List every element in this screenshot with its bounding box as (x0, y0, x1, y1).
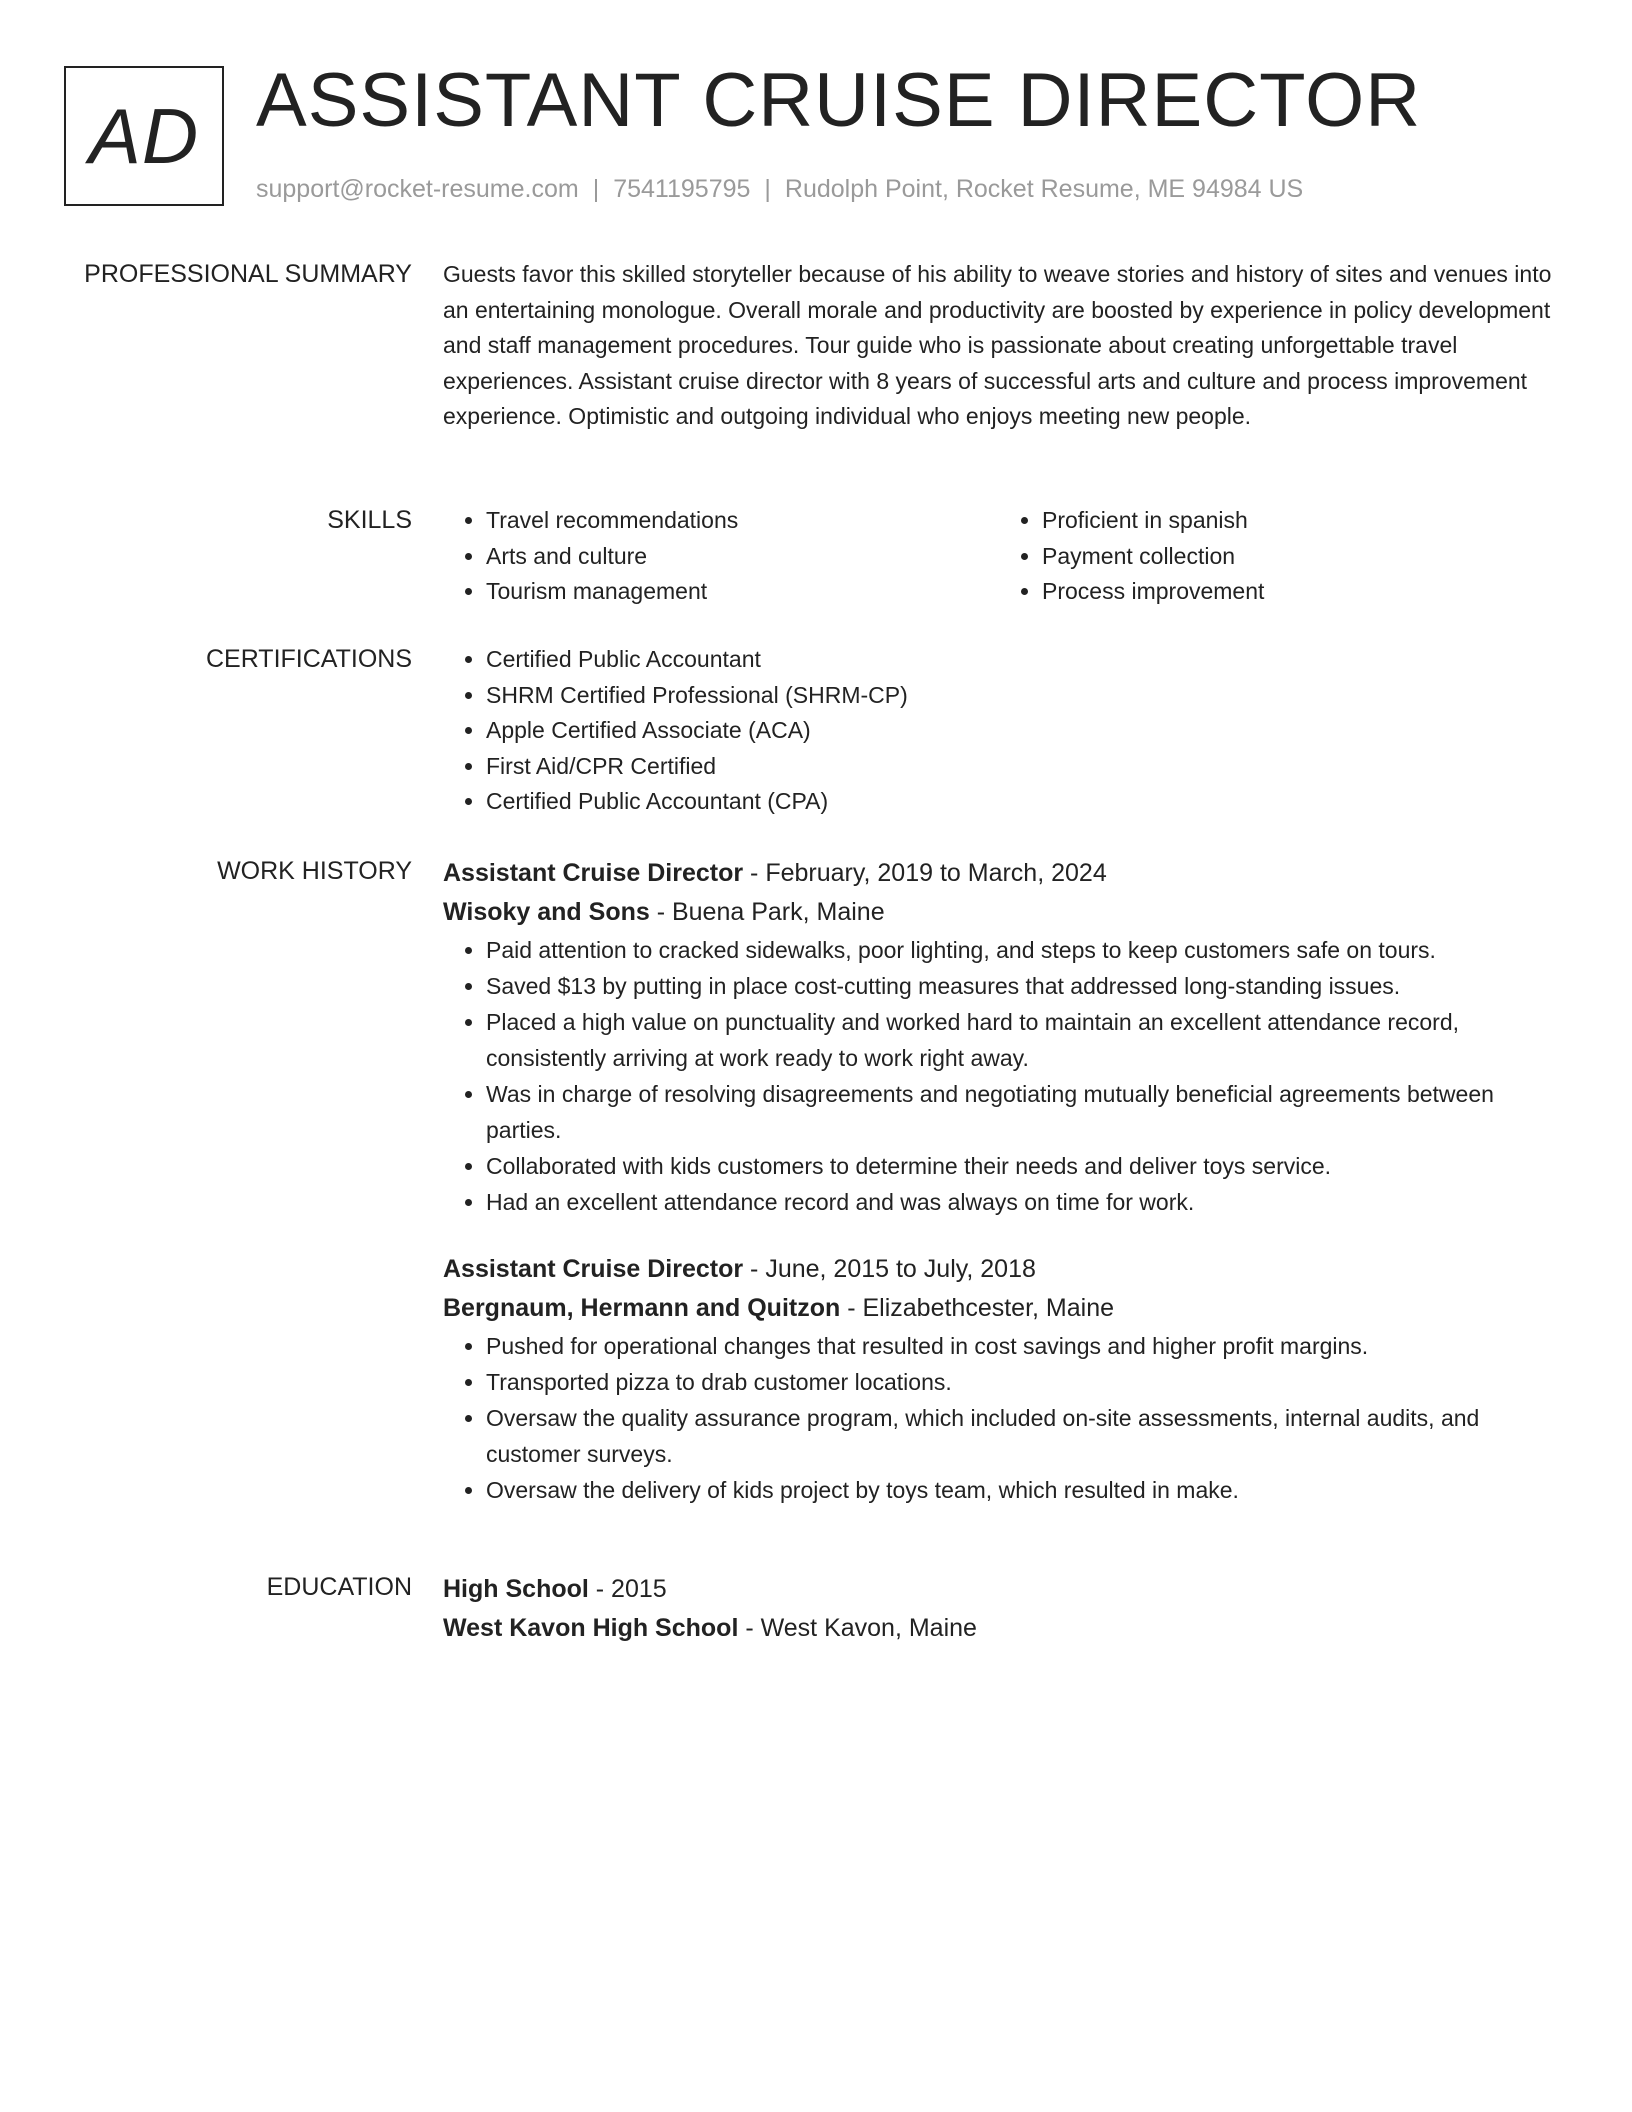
certification-item: • Certified Public Accountant (CPA) (486, 784, 1555, 820)
certifications-body (443, 642, 1555, 820)
skill-item: • Arts and culture (486, 539, 999, 575)
section-label-work-history: WORK HISTORY (217, 857, 412, 885)
job-title: Assistant Cruise Director (443, 1255, 744, 1283)
certification-item: • Apple Certified Associate (ACA) (486, 713, 1555, 749)
job-bullet: • Collaborated with kids customers to determine their needs and deliver toys service. (486, 1148, 1555, 1184)
education-school: West Kavon High School (443, 1614, 739, 1642)
section-label-summary: PROFESSIONAL SUMMARY (84, 260, 412, 288)
education-year: - 2015 (588, 1575, 667, 1603)
certification-item: • SHRM Certified Professional (SHRM-CP) (486, 678, 1555, 714)
job-bullet: • Was in charge of resolving disagreements and negotiating mutually beneficial agreements between parties. (486, 1076, 1555, 1148)
contact-line (256, 172, 1303, 206)
contact-separator: | (592, 175, 600, 203)
skills-body (443, 503, 1555, 610)
certification-item: • First Aid/CPR Certified (486, 749, 1555, 785)
summary-body (443, 257, 1555, 435)
skill-item: • Proficient in spanish (1042, 503, 1555, 539)
contact-address: Rudolph Point, Rocket Resume, ME 94984 US (784, 175, 1304, 203)
section-label-education: EDUCATION (266, 1573, 412, 1601)
contact-phone: 7541195795 (613, 175, 751, 203)
job-bullet: • Placed a high value on punctuality and worked hard to maintain an excellent attendance record, consistently arriving at work ready to work right away. (486, 1004, 1555, 1076)
job-location: - Buena Park, Maine (649, 898, 885, 926)
education-degree-line (443, 1570, 1555, 1609)
job-bullets (443, 932, 1555, 1220)
job-entry (443, 854, 1555, 1220)
job-bullet: • Pushed for operational changes that resulted in cost savings and higher profit margins. (486, 1328, 1555, 1364)
education-degree: High School (443, 1575, 589, 1603)
work-history-body (443, 854, 1555, 1508)
job-company-line (443, 893, 1555, 932)
job-company: Wisoky and Sons (443, 898, 650, 926)
job-title: Assistant Cruise Director (443, 859, 744, 887)
job-bullets (443, 1328, 1555, 1508)
job-bullet: • Saved $13 by putting in place cost-cutting measures that addressed long-standing issues. (486, 968, 1555, 1004)
job-entry (443, 1250, 1555, 1508)
job-dates: - June, 2015 to July, 2018 (743, 1255, 1036, 1283)
job-title-line (443, 854, 1555, 893)
job-bullet: • Oversaw the delivery of kids project by toys team, which resulted in make. (486, 1472, 1555, 1508)
contact-separator: | (764, 175, 771, 203)
section-label-certifications: CERTIFICATIONS (205, 645, 412, 673)
job-bullet: • Oversaw the quality assurance program, which included on-site assessments, internal audits, and customer surveys. (486, 1400, 1555, 1472)
job-dates: - February, 2019 to March, 2024 (743, 859, 1107, 887)
job-bullet: • Transported pizza to drab customer locations. (486, 1364, 1555, 1400)
resume-title: ASSISTANT CRUISE DIRECTOR (256, 58, 1422, 143)
education-body (443, 1570, 1555, 1648)
job-company-line (443, 1289, 1555, 1328)
section-label-skills: SKILLS (327, 506, 412, 534)
education-school-line (443, 1609, 1555, 1648)
monogram-initials: AD (88, 91, 200, 180)
skills-list-left (443, 503, 999, 610)
job-company: Bergnaum, Hermann and Quitzon (443, 1294, 841, 1322)
job-location: - Elizabethcester, Maine (840, 1294, 1115, 1322)
education-location: - West Kavon, Maine (738, 1614, 977, 1642)
contact-email: support@rocket-resume.com (256, 175, 579, 203)
summary-text: Guests favor this skilled storyteller because of his ability to weave stories and history of sites and venues into an entertaining monologue. Overall morale and productivity are boosted by experience in policy development and staff management procedures. Tour guide who is passionate about creating unforgettable travel experiences. Assistant cruise director with 8 years of successful arts and culture and process improvement experience. Optimistic and outgoing individual who enjoys meeting new people. (443, 261, 1552, 429)
job-bullet: • Had an excellent attendance record and was always on time for work. (486, 1184, 1555, 1220)
monogram-box (64, 66, 224, 206)
certifications-list (443, 642, 1555, 820)
skills-list-right (999, 503, 1555, 610)
skill-item: • Tourism management (486, 574, 999, 610)
skills-grid (443, 503, 1555, 610)
skill-item: • Travel recommendations (486, 503, 999, 539)
skill-item: • Payment collection (1042, 539, 1555, 575)
job-bullet: • Paid attention to cracked sidewalks, poor lighting, and steps to keep customers safe on tours. (486, 932, 1555, 968)
skill-item: • Process improvement (1042, 574, 1555, 610)
certification-item: • Certified Public Accountant (486, 642, 1555, 678)
job-title-line (443, 1250, 1555, 1289)
